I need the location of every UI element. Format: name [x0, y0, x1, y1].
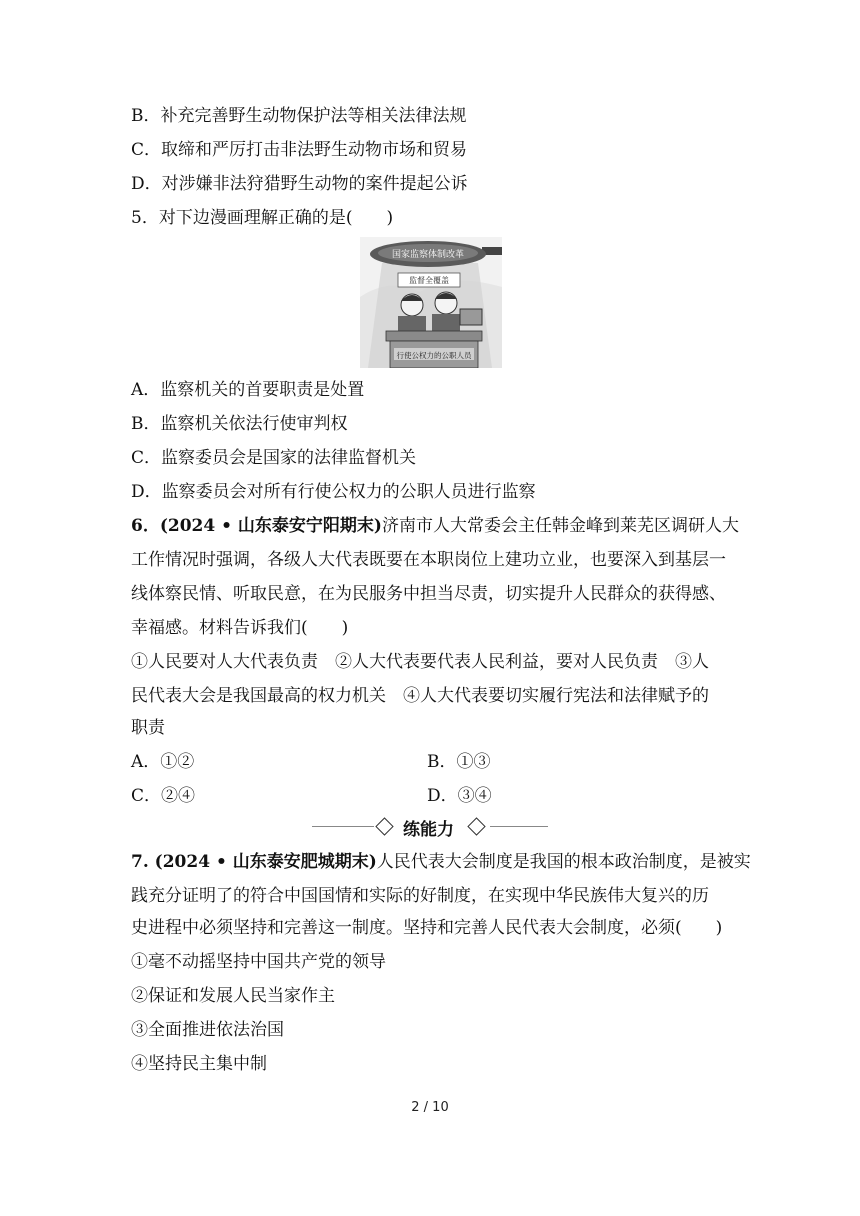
q5-option-a: A．监察机关的首要职责是处置 — [131, 380, 365, 400]
cartoon-banner-text: 国家监察体制改革 — [391, 250, 465, 260]
q5-option-d: D．监察委员会对所有行使公权力的公职人员进行监察 — [131, 482, 536, 502]
cartoon-image — [360, 237, 502, 368]
diamond-icon — [375, 817, 393, 835]
q6-stem-first: 济南市人大常委会主任韩金峰到莱芜区调研人大 — [381, 516, 739, 536]
divider-rule-left — [312, 826, 374, 827]
section-divider — [312, 813, 548, 841]
divider-rule-right — [490, 826, 548, 827]
q6-option-a: A．①② — [131, 752, 195, 772]
q6-source: (2024 • 山东泰安宁阳期末) — [159, 516, 382, 536]
q7-source: (2024 • 山东泰安肥城期末) — [154, 852, 377, 872]
q6-stem-line: 幸福感。材料告诉我们( ) — [131, 618, 349, 638]
q6-stem-line: 职责 — [131, 718, 165, 738]
q6-stem-line: 线体察民情、听取民意，在为民服务中担当尽责，切实提升人民群众的获得感、 — [131, 584, 726, 604]
q7-item: ④坚持民主集中制 — [131, 1054, 267, 1074]
section-title: 练能力 — [403, 820, 454, 840]
q7-stem-line: 践充分证明了的符合中国国情和实际的好制度，在实现中华民族伟大复兴的历 — [131, 886, 709, 906]
q7-stem-line: 史进程中必须坚持和完善这一制度。坚持和完善人民代表大会制度，必须( ) — [131, 918, 723, 938]
q7-number: 7. — [131, 852, 155, 872]
q6-option-c: C．②④ — [131, 786, 196, 806]
q6-first-line — [131, 516, 739, 536]
q6-option-d: D．③④ — [427, 786, 492, 806]
q5-stem: 5．对下边漫画理解正确的是( ) — [131, 208, 394, 228]
page-number: 2 / 10 — [411, 1100, 449, 1115]
q4-option-c: C．取缔和严厉打击非法野生动物市场和贸易 — [131, 140, 468, 160]
q7-stem-first: 人民代表大会制度是我国的根本政治制度，是被实 — [376, 852, 751, 872]
q5-option-b: B．监察机关依法行使审判权 — [131, 414, 348, 434]
q6-option-b: B．①③ — [427, 752, 491, 772]
q7-item: ②保证和发展人民当家作主 — [131, 986, 335, 1006]
cartoon-desk-text: 行使公权力的公职人员 — [396, 351, 472, 360]
q7-first-line — [131, 852, 751, 872]
q5-option-c: C．监察委员会是国家的法律监督机关 — [131, 448, 417, 468]
q7-item: ③全面推进依法治国 — [131, 1020, 284, 1040]
cartoon-sign-text: 监督全覆盖 — [409, 276, 449, 285]
q4-option-b: B．补充完善野生动物保护法等相关法律法规 — [131, 106, 467, 126]
q6-stem-line: 民代表大会是我国最高的权力机关 ④人大代表要切实履行宪法和法律赋予的 — [131, 686, 709, 706]
q7-item: ①毫不动摇坚持中国共产党的领导 — [131, 952, 386, 972]
q4-option-d: D．对涉嫌非法狩猎野生动物的案件提起公诉 — [131, 174, 468, 194]
diamond-icon — [467, 817, 485, 835]
q6-stem-line: ①人民要对人大代表负责 ②人大代表要代表人民利益，要对人民负责 ③人 — [131, 652, 709, 672]
q6-number: 6． — [131, 516, 160, 536]
q6-stem-line: 工作情况时强调，各级人大代表既要在本职岗位上建功立业，也要深入到基层一 — [131, 550, 726, 570]
